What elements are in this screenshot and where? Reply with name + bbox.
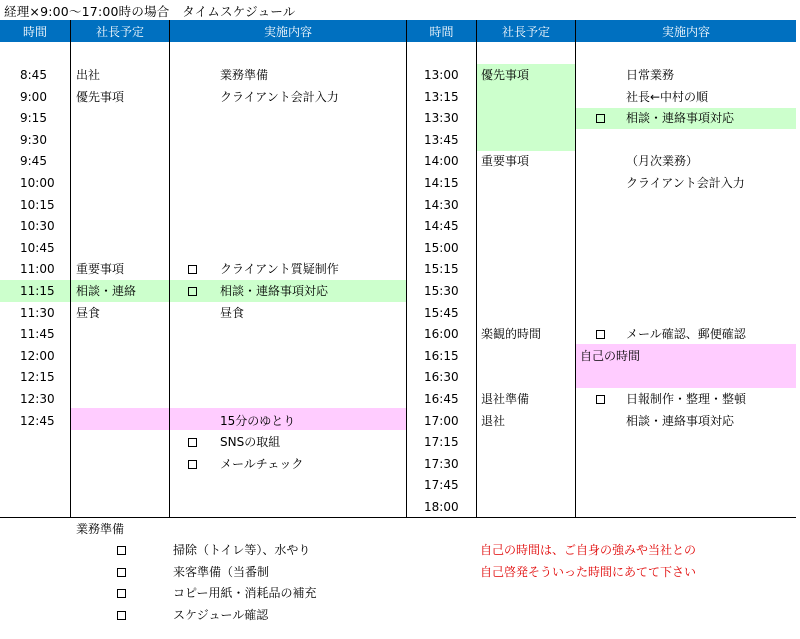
plan-cell: 相談・連絡 — [76, 284, 137, 298]
time-cell: 13:15 — [424, 89, 459, 104]
time-cell: 18:00 — [424, 500, 459, 514]
task-cell: 相談・連絡事項対応 — [626, 413, 735, 428]
plan-cell: 昼食 — [76, 305, 101, 320]
divider — [406, 20, 407, 517]
bottom-heading: 業務準備 — [76, 522, 125, 536]
task-cell: 業務準備 — [220, 68, 269, 82]
time-cell: 15:30 — [424, 284, 459, 298]
time-cell: 11:00 — [20, 262, 55, 277]
plan-cell: 退社 — [481, 413, 506, 428]
checkbox[interactable] — [117, 568, 126, 577]
task-cell: （月次業務） — [626, 154, 699, 169]
task-cell: 相談・連絡事項対応 — [220, 284, 329, 298]
plan-cell: 優先事項 — [481, 68, 530, 82]
time-cell: 15:45 — [424, 305, 459, 320]
time-cell: 17:00 — [424, 413, 459, 428]
header-task-right: 実施内容 — [576, 20, 796, 42]
divider — [476, 20, 477, 517]
time-cell: 12:45 — [20, 413, 55, 428]
checkbox[interactable] — [188, 460, 197, 469]
time-cell: 9:30 — [20, 132, 47, 147]
checkbox[interactable] — [596, 330, 605, 339]
time-cell: 9:45 — [20, 154, 47, 169]
time-cell: 16:45 — [424, 392, 459, 406]
time-cell: 9:15 — [20, 111, 47, 126]
highlight-row-1115 — [0, 280, 406, 302]
task-cell: 15分のゆとり — [220, 413, 296, 428]
task-cell: メールチェック — [220, 456, 304, 471]
plan-cell: 退社準備 — [481, 392, 530, 406]
page-title: 経理×9:00～17:00時の場合 タイムスケジュール — [4, 4, 296, 19]
task-cell: 相談・連絡事項対応 — [626, 111, 735, 126]
task-cell: クライアント質疑制作 — [220, 262, 339, 277]
time-cell: 9:00 — [20, 89, 47, 104]
time-cell: 14:00 — [424, 154, 459, 169]
plan-cell: 自己の時間 — [580, 348, 641, 363]
header-plan-right: 社長予定 — [477, 20, 575, 42]
time-cell: 10:15 — [20, 197, 55, 212]
task-cell: メール確認、郵便確認 — [626, 327, 746, 342]
time-cell: 17:30 — [424, 456, 459, 471]
time-cell: 12:30 — [20, 392, 55, 406]
checkbox[interactable] — [188, 265, 197, 274]
time-cell: 8:45 — [20, 68, 47, 82]
checkbox[interactable] — [117, 546, 126, 555]
time-cell: 14:45 — [424, 219, 459, 234]
plan-cell: 出社 — [76, 68, 101, 82]
task-cell: 日常業務 — [626, 68, 675, 82]
divider — [575, 20, 576, 517]
plan-cell: 楽観的時間 — [481, 327, 542, 342]
time-cell: 15:15 — [424, 262, 459, 277]
time-cell: 16:00 — [424, 327, 459, 342]
time-cell: 11:15 — [20, 284, 55, 298]
plan-cell: 優先事項 — [76, 89, 125, 104]
checkbox[interactable] — [596, 114, 605, 123]
plan-cell: 重要事項 — [76, 262, 125, 277]
task-cell: クライアント会計入力 — [626, 176, 745, 190]
time-cell: 17:15 — [424, 435, 459, 450]
checkbox[interactable] — [188, 438, 197, 447]
header-plan-left: 社長予定 — [71, 20, 169, 42]
divider — [169, 20, 170, 517]
task-cell: 昼食 — [220, 305, 245, 320]
header-time-right: 時間 — [407, 20, 476, 42]
note-line-1: 自己の時間は、ご自身の強みや当社との — [480, 543, 697, 557]
time-cell: 10:45 — [20, 240, 55, 255]
time-cell: 10:30 — [20, 219, 55, 234]
header-time-left: 時間 — [0, 20, 70, 42]
time-cell: 16:30 — [424, 370, 459, 385]
task-cell: SNSの取組 — [220, 435, 281, 450]
checkbox[interactable] — [596, 395, 605, 404]
time-cell: 10:00 — [20, 176, 55, 190]
time-cell: 12:00 — [20, 348, 55, 363]
prep-item: コピー用紙・消耗品の補充 — [173, 586, 317, 600]
plan-cell: 重要事項 — [481, 154, 530, 169]
time-cell: 15:00 — [424, 240, 459, 255]
task-cell: クライアント会計入力 — [220, 89, 339, 104]
time-cell: 16:15 — [424, 348, 459, 363]
time-cell: 17:45 — [424, 478, 459, 493]
checkbox[interactable] — [117, 589, 126, 598]
prep-item: スケジュール確認 — [173, 607, 269, 622]
task-cell: 社長←中村の順 — [626, 89, 709, 104]
time-cell: 11:45 — [20, 327, 55, 342]
divider — [70, 20, 71, 517]
prep-item: 来客準備（当番制 — [173, 564, 270, 579]
checkbox[interactable] — [117, 611, 126, 620]
note-line-2: 自己啓発そういった時間にあてて下さい — [480, 565, 697, 579]
time-cell: 14:30 — [424, 197, 459, 212]
time-cell: 11:30 — [20, 305, 55, 320]
task-cell: 日報制作・整理・整頓 — [626, 392, 747, 406]
time-cell: 13:45 — [424, 132, 459, 147]
time-cell: 14:15 — [424, 176, 459, 190]
checkbox[interactable] — [188, 287, 197, 296]
time-cell: 13:30 — [424, 111, 459, 126]
prep-item: 掃除（トイレ等）、水やり — [173, 543, 311, 557]
header-task-left: 実施内容 — [170, 20, 406, 42]
time-cell: 12:15 — [20, 370, 55, 385]
time-cell: 13:00 — [424, 68, 459, 82]
